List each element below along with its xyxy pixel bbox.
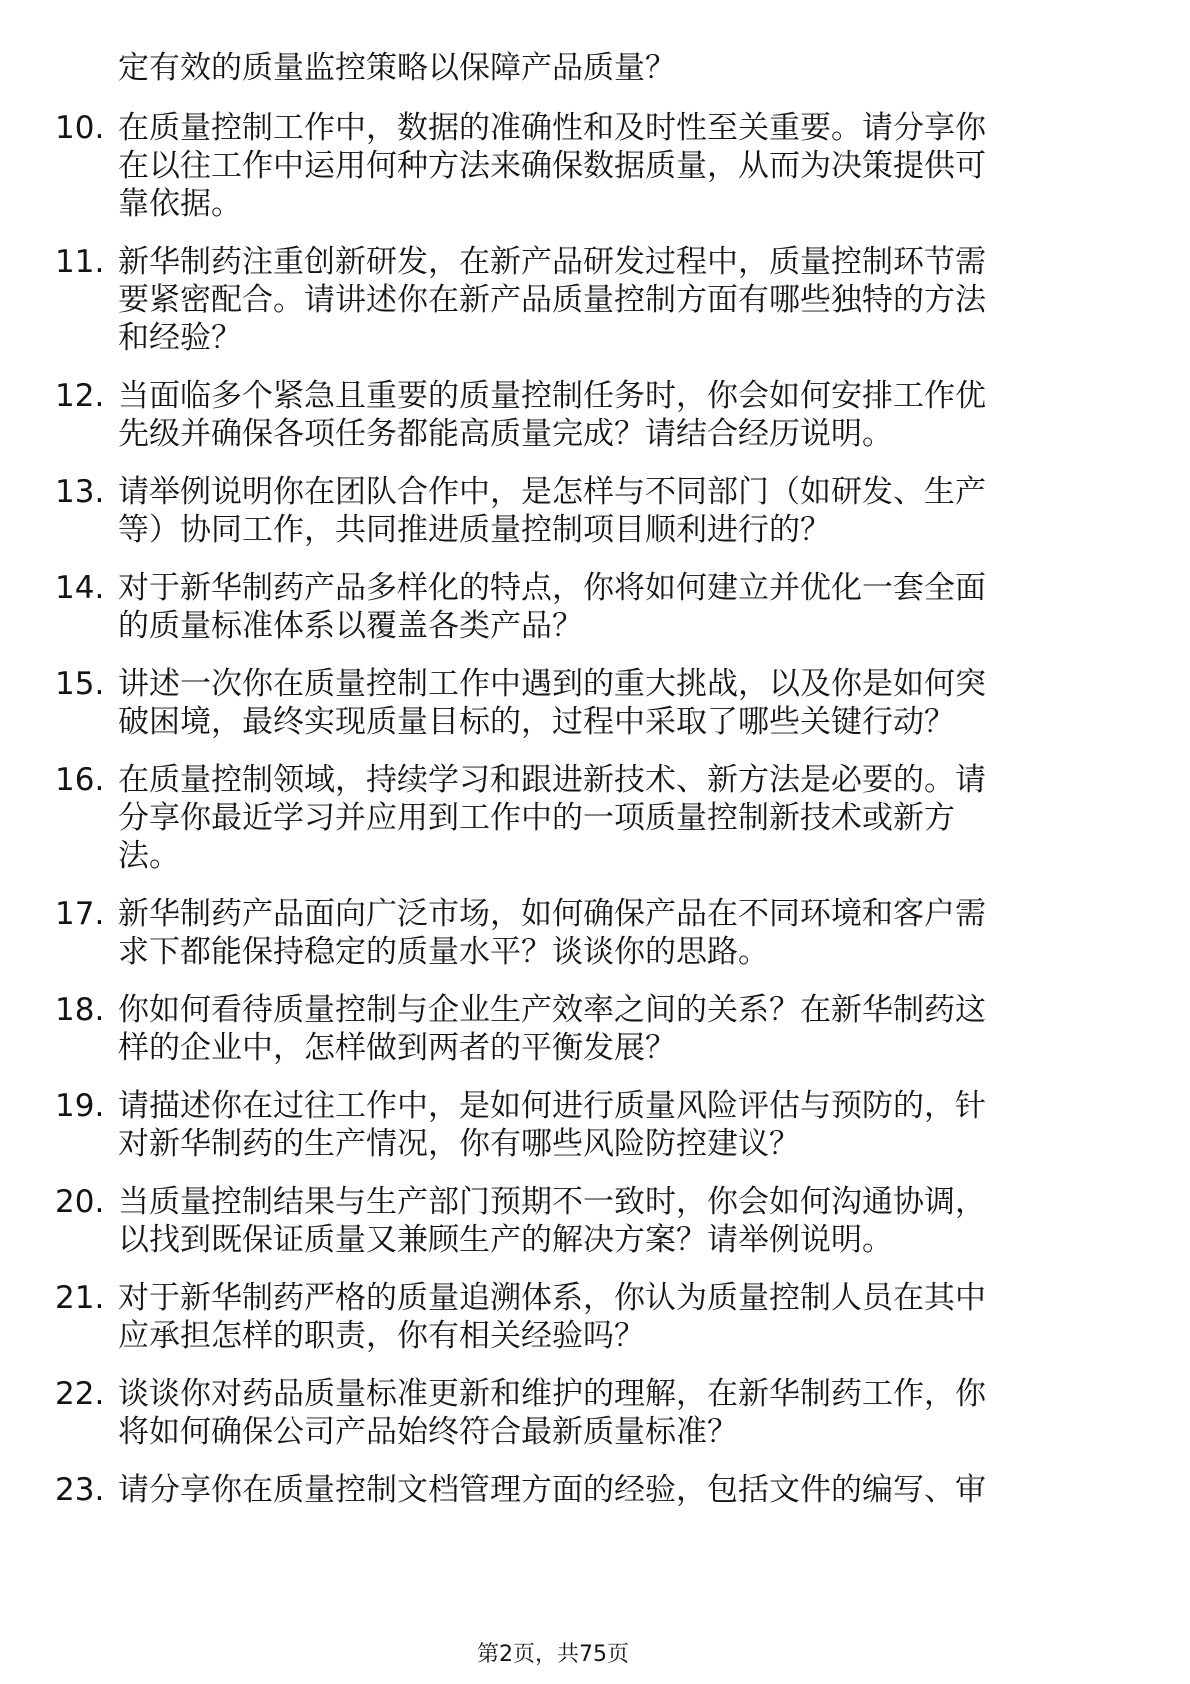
question-text-line: 当质量控制结果与生产部门预期不一致时，你会如何沟通协调，: [118, 1184, 986, 1220]
question-text-line: 以找到既保证质量又兼顾生产的解决方案？请举例说明。: [118, 1222, 893, 1258]
question-text-line: 和经验？: [118, 320, 242, 356]
question-text-line: 在以往工作中运用何种方法来确保数据质量，从而为决策提供可: [118, 148, 986, 184]
question-number: 12.: [55, 378, 105, 414]
question-text-line: 样的企业中，怎样做到两者的平衡发展？: [118, 1030, 676, 1066]
question-text-line: 法。: [118, 838, 180, 874]
question-text-line: 新华制药注重创新研发，在新产品研发过程中，质量控制环节需: [118, 244, 986, 280]
question-number: 22.: [55, 1376, 105, 1412]
question-number: 19.: [55, 1088, 105, 1124]
question-text-line: 新华制药产品面向广泛市场，如何确保产品在不同环境和客户需: [118, 896, 986, 932]
question-text-line: 对于新华制药严格的质量追溯体系，你认为质量控制人员在其中: [118, 1280, 986, 1316]
question-text-line: 应承担怎样的职责，你有相关经验吗？: [118, 1318, 645, 1354]
question-number: 20.: [55, 1184, 105, 1220]
question-item-20: [0, 1183, 1190, 1259]
question-item-23: [0, 1471, 1190, 1509]
question-number: 10.: [55, 110, 105, 146]
question-text-line: 当面临多个紧急且重要的质量控制任务时，你会如何安排工作优: [118, 378, 986, 414]
question-text-line: 求下都能保持稳定的质量水平？谈谈你的思路。: [118, 934, 769, 970]
question-item-11: [0, 243, 1190, 357]
question-item-21: [0, 1279, 1190, 1355]
question-item-12: [0, 377, 1190, 453]
question-number: 15.: [55, 666, 105, 702]
question-text-line: 请分享你在质量控制文档管理方面的经验，包括文件的编写、审: [118, 1472, 986, 1508]
question-number: 23.: [55, 1472, 105, 1508]
question-number: 21.: [55, 1280, 105, 1316]
question-text-line: 等）协同工作，共同推进质量控制项目顺利进行的？: [118, 512, 831, 548]
question-number: 13.: [55, 474, 105, 510]
question-text-line: 的质量标准体系以覆盖各类产品？: [118, 608, 583, 644]
question-text-line: 分享你最近学习并应用到工作中的一项质量控制新技术或新方: [118, 800, 955, 836]
question-number: 18.: [55, 992, 105, 1028]
question-text-line: 破困境，最终实现质量目标的，过程中采取了哪些关键行动？: [118, 704, 955, 740]
page-footer: 第2页，共75页: [477, 1642, 629, 1667]
question-text-line: 你如何看待质量控制与企业生产效率之间的关系？在新华制药这: [118, 992, 986, 1028]
question-item-18: [0, 991, 1190, 1067]
question-item-19: [0, 1087, 1190, 1163]
question-number: 16.: [55, 762, 105, 798]
question-item-16: [0, 761, 1190, 875]
question-item-13: [0, 473, 1190, 549]
question-text-line: 谈谈你对药品质量标准更新和维护的理解，在新华制药工作，你: [118, 1376, 986, 1412]
question-number: 14.: [55, 570, 105, 606]
question-text-line: 对新华制药的生产情况，你有哪些风险防控建议？: [118, 1126, 800, 1162]
question-text-line: 对于新华制药产品多样化的特点，你将如何建立并优化一套全面: [118, 570, 986, 606]
question-text-line: 要紧密配合。请讲述你在新产品质量控制方面有哪些独特的方法: [118, 282, 986, 318]
question-number: 11.: [55, 244, 105, 280]
question-text-line: 在质量控制领域，持续学习和跟进新技术、新方法是必要的。请: [118, 762, 986, 798]
question-text-line: 请描述你在过往工作中，是如何进行质量风险评估与预防的，针: [118, 1088, 986, 1124]
question-text-line: 在质量控制工作中，数据的准确性和及时性至关重要。请分享你: [118, 110, 986, 146]
question-text-line: 请举例说明你在团队合作中，是怎样与不同部门（如研发、生产: [118, 474, 986, 510]
question-text-line: 先级并确保各项任务都能高质量完成？请结合经历说明。: [118, 416, 893, 452]
question-item-10: [0, 109, 1190, 223]
question-item-22: [0, 1375, 1190, 1451]
question-text-line: 靠依据。: [118, 186, 242, 222]
question-item-17: [0, 895, 1190, 971]
question-item-15: [0, 665, 1190, 741]
question-item-14: [0, 569, 1190, 645]
continuation-line: 定有效的质量监控策略以保障产品质量？: [118, 50, 676, 86]
question-text-line: 将如何确保公司产品始终符合最新质量标准？: [118, 1414, 738, 1450]
question-number: 17.: [55, 896, 105, 932]
document-body: [0, 49, 1190, 1529]
question-text-line: 讲述一次你在质量控制工作中遇到的重大挑战，以及你是如何突: [118, 666, 986, 702]
